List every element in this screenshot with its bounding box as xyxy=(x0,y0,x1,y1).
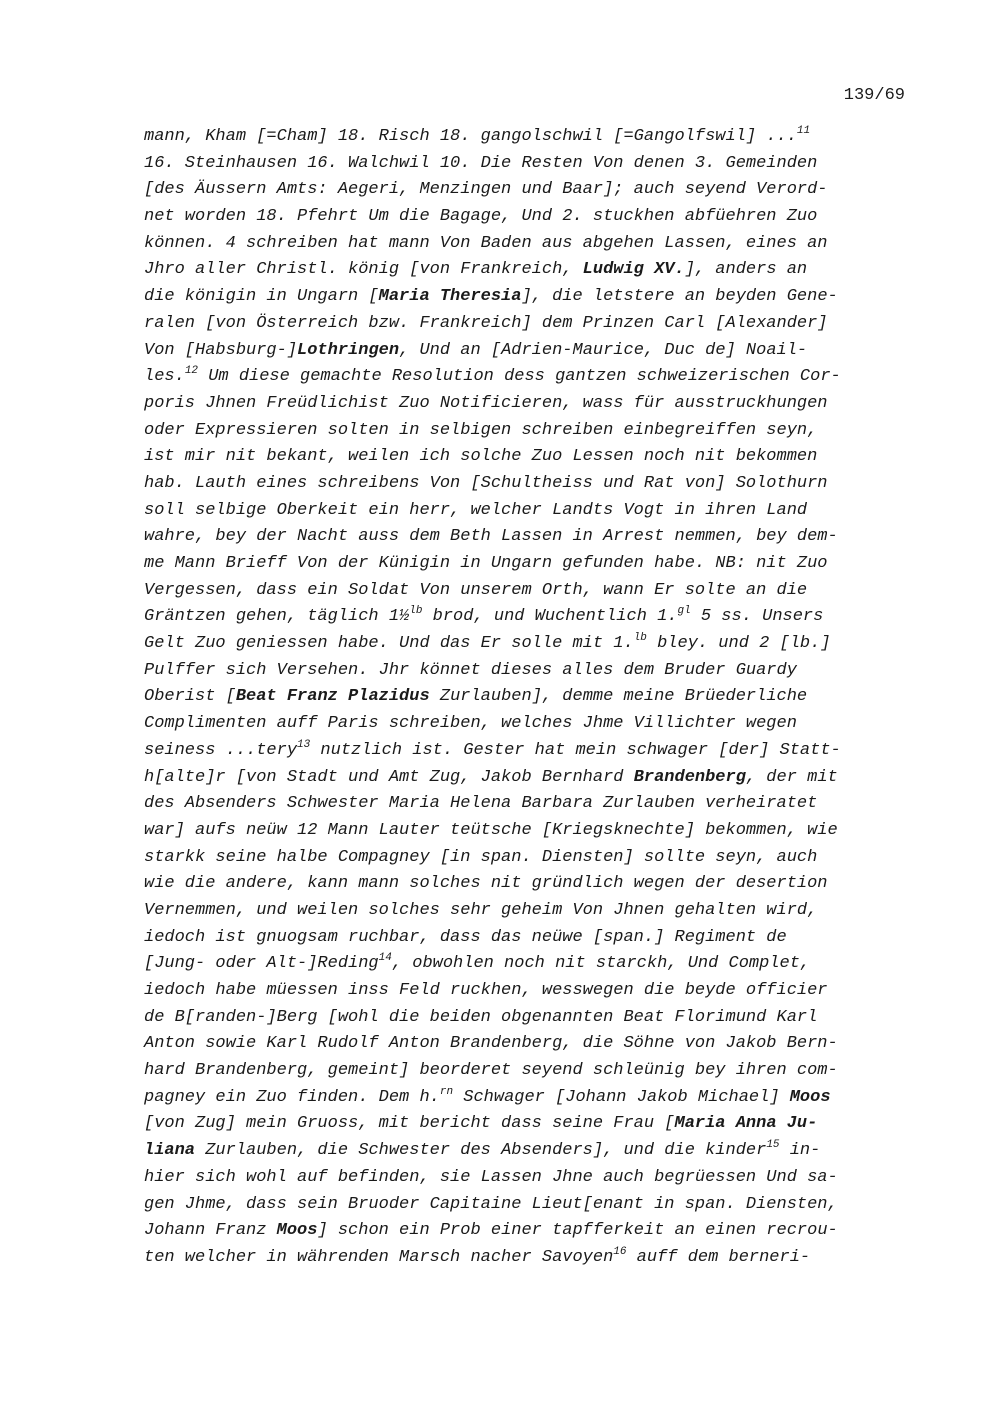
text-segment: können. 4 schreiben hat mann Von Baden aus abgehen Lassen, eines an xyxy=(144,233,828,253)
text-segment: in- xyxy=(779,1141,821,1161)
text-segment: poris Jhnen Freüdlichist Zuo Notificieren, wass für ausstruckhungen xyxy=(144,393,828,413)
text-segment: iedoch habe müessen inss Feld ruckhen, wesswegen die beyde officier xyxy=(144,981,828,1000)
text-segment: bley. und 2 [lb.] xyxy=(646,634,831,654)
text-line xyxy=(144,284,914,311)
text-segment: me Mann Brieff Von der Künigin in Ungarn gefunden habe. NB: nit Zuo xyxy=(144,554,828,573)
bold-name: Maria Anna Ju- xyxy=(674,1114,818,1134)
text-segment: starkk seine halbe Compagney [in span. Diensten] sollte seyn, auch xyxy=(144,847,818,867)
text-segment: Anton sowie Karl Rudolf Anton Brandenberg, die Söhne von Jakob Bern- xyxy=(144,1034,838,1054)
text-line xyxy=(144,151,914,178)
text-line xyxy=(144,231,914,258)
text-segment: Pulffer sich Versehen. Jhr könnet dieses alles dem Bruder Guardy xyxy=(144,660,797,680)
text-line xyxy=(144,177,914,204)
text-line xyxy=(144,204,914,231)
text-line xyxy=(144,364,914,391)
bold-name: Moos xyxy=(789,1087,831,1107)
text-line xyxy=(144,765,914,792)
text-line xyxy=(144,1165,914,1192)
text-line xyxy=(144,845,914,872)
text-segment: [von Zug] mein Gruoss, mit bericht dass seine Frau [ xyxy=(144,1114,675,1134)
text-segment: [Jung- oder Alt-]Reding xyxy=(144,954,379,974)
text-segment: Um diese gemachte Resolution dess gantzen schweizerischen Cor- xyxy=(198,367,841,387)
text-line xyxy=(144,391,914,418)
bold-name: Brandenberg xyxy=(633,767,746,787)
text-segment: Johann Franz xyxy=(144,1221,277,1241)
text-segment: les. xyxy=(144,367,185,387)
text-line xyxy=(144,871,914,898)
superscript-mark: 12 xyxy=(184,365,199,378)
text-line xyxy=(144,978,914,1005)
page-number: 139/69 xyxy=(843,86,905,105)
text-line xyxy=(144,311,914,338)
text-segment: de B[randen-]Berg [wohl die beiden obgenannten Beat Florimund Karl xyxy=(144,1007,818,1027)
text-line xyxy=(144,418,914,445)
text-line xyxy=(144,551,914,578)
text-segment: iedoch ist gnuogsam ruchbar, dass das neüwe [span.] Regiment de xyxy=(144,927,787,947)
text-segment: oder Expressieren solten in selbigen schreiben einbegreiffen seyn, xyxy=(144,420,818,440)
text-segment: ten welcher in währenden Marsch nacher Savoyen xyxy=(144,1247,614,1267)
text-segment: wie die andere, kann mann solches nit gründlich wegen der desertion xyxy=(144,874,828,894)
bold-name: Moos xyxy=(276,1221,318,1241)
text-segment: Oberist [ xyxy=(144,687,236,707)
text-segment: mann, Kham [=Cham] 18. Risch 18. gangolschwil [=Gangolfswil] ... xyxy=(144,127,797,146)
text-line xyxy=(144,1245,914,1272)
text-segment: brod, und Wuchentlich 1. xyxy=(422,607,678,627)
text-segment: wahre, bey der Nacht auss dem Beth Lassen in Arrest nemmen, bey dem- xyxy=(144,527,838,547)
text-line xyxy=(144,951,914,978)
text-segment: nutzlich ist. Gester hat mein schwager [der] Statt- xyxy=(310,740,841,760)
text-line xyxy=(144,818,914,845)
text-segment: pagney ein Zuo finden. Dem h. xyxy=(144,1087,440,1107)
text-line xyxy=(144,791,914,818)
superscript-mark: 14 xyxy=(378,952,392,965)
text-line xyxy=(144,1005,914,1032)
text-segment: war] aufs neüw 12 Mann Lauter teütsche [Kriegsknechte] bekommen, wie xyxy=(144,820,838,840)
bold-name: Ludwig XV. xyxy=(582,260,685,280)
bold-name: liana xyxy=(144,1141,196,1161)
text-segment: ], die letstere an beyden Gene- xyxy=(521,287,838,307)
text-line xyxy=(144,631,914,658)
text-segment: seiness ...tery xyxy=(144,740,298,760)
text-segment: , obwohlen noch nit starckh, Und Complet, xyxy=(391,954,811,974)
text-segment: h[alte]r [von Stadt und Amt Zug, Jakob Bernhard xyxy=(144,767,634,787)
bold-name: Beat Franz Plazidus xyxy=(235,687,430,707)
text-segment: [des Äussern Amts: Aegeri, Menzingen und Baar]; auch seyend Verord- xyxy=(144,180,828,200)
text-segment: ist mir nit bekant, weilen ich solche Zuo Lessen noch nit bekommen xyxy=(144,447,818,467)
text-line xyxy=(144,604,914,631)
text-line xyxy=(144,658,914,685)
text-line xyxy=(144,1031,914,1058)
text-segment: 5 ss. Unsers xyxy=(690,607,824,627)
text-line xyxy=(144,925,914,952)
text-line xyxy=(144,124,914,151)
text-line xyxy=(144,738,914,765)
text-line xyxy=(144,257,914,284)
text-segment: Complimenten auff Paris schreiben, welches Jhme Villichter wegen xyxy=(144,714,797,734)
text-line xyxy=(144,338,914,365)
superscript-mark: 13 xyxy=(297,738,311,751)
text-segment: Vergessen, dass ein Soldat Von unserem Orth, wann Er solte an die xyxy=(144,580,808,600)
superscript-mark: lb xyxy=(633,632,647,645)
text-line xyxy=(144,444,914,471)
text-segment: hier sich wohl auf befinden, sie Lassen Jhne auch begrüessen Und sa- xyxy=(144,1167,838,1187)
text-segment: Vernemmen, und weilen solches sehr geheim Von Jhnen gehalten wird, xyxy=(144,900,818,920)
text-segment: Zurlauben], demme meine Brüederliche xyxy=(429,687,808,707)
superscript-mark: gl xyxy=(677,605,691,618)
text-segment: Gelt Zuo geniessen habe. Und das Er solle mit 1. xyxy=(144,634,634,654)
text-segment: des Absenders Schwester Maria Helena Barbara Zurlauben verheiratet xyxy=(144,794,818,814)
text-line xyxy=(144,898,914,925)
text-line xyxy=(144,711,914,738)
superscript-mark: 15 xyxy=(766,1139,780,1152)
letter-transcription-body xyxy=(144,124,914,1272)
superscript-mark: rn xyxy=(439,1085,454,1098)
text-line xyxy=(144,1111,914,1138)
bold-name: Maria Theresia xyxy=(378,287,522,307)
text-line xyxy=(144,1085,914,1112)
superscript-mark: 16 xyxy=(613,1245,627,1258)
text-segment: Jhro aller Christl. könig [von Frankreich, xyxy=(144,260,583,280)
text-segment: ] schon ein Prob einer tapfferkeit an einen recrou- xyxy=(317,1221,838,1241)
text-segment: ], anders an xyxy=(684,260,808,280)
text-segment: , Und an [Adrien-Maurice, Duc de] Noail- xyxy=(399,340,808,360)
text-segment: , der mit xyxy=(745,767,838,787)
text-line xyxy=(144,1192,914,1219)
text-line xyxy=(144,684,914,711)
text-line xyxy=(144,578,914,605)
superscript-mark: lb xyxy=(409,605,423,618)
text-segment: gen Jhme, dass sein Bruoder Capitaine Lieut[enant in span. Diensten, xyxy=(144,1194,838,1214)
text-segment: net worden 18. Pfehrt Um die Bagage, Und 2. stuckhen abfüehren Zuo xyxy=(144,207,818,227)
text-segment: hard Brandenberg, gemeint] beorderet seyend schleünig bey ihren com- xyxy=(144,1061,838,1081)
text-segment: Von [Habsburg-] xyxy=(144,340,298,360)
text-segment: Schwager [Johann Jakob Michael] xyxy=(453,1087,790,1107)
text-segment: 16. Steinhausen 16. Walchwil 10. Die Resten Von denen 3. Gemeinden xyxy=(144,153,818,173)
text-segment: hab. Lauth eines schreibens Von [Schultheiss und Rat von] Solothurn xyxy=(144,473,828,493)
text-segment: die königin in Ungarn [ xyxy=(144,287,379,307)
superscript-mark: 11 xyxy=(796,125,811,137)
text-line xyxy=(144,524,914,551)
text-line xyxy=(144,498,914,525)
text-line xyxy=(144,1218,914,1245)
text-segment: ralen [von Österreich bzw. Frankreich] dem Prinzen Carl [Alexander] xyxy=(144,313,828,333)
bold-name: Lothringen xyxy=(297,340,400,360)
text-line xyxy=(144,1058,914,1085)
text-line xyxy=(144,471,914,498)
text-segment: Gräntzen gehen, täglich 1½ xyxy=(144,607,410,627)
text-segment: auff dem berneri- xyxy=(626,1247,811,1267)
text-line xyxy=(144,1138,914,1165)
text-segment: soll selbige Oberkeit ein herr, welcher Landts Vogt in ihren Land xyxy=(144,500,808,520)
text-segment: Zurlauben, die Schwester des Absenders], und die kinder xyxy=(195,1141,767,1161)
